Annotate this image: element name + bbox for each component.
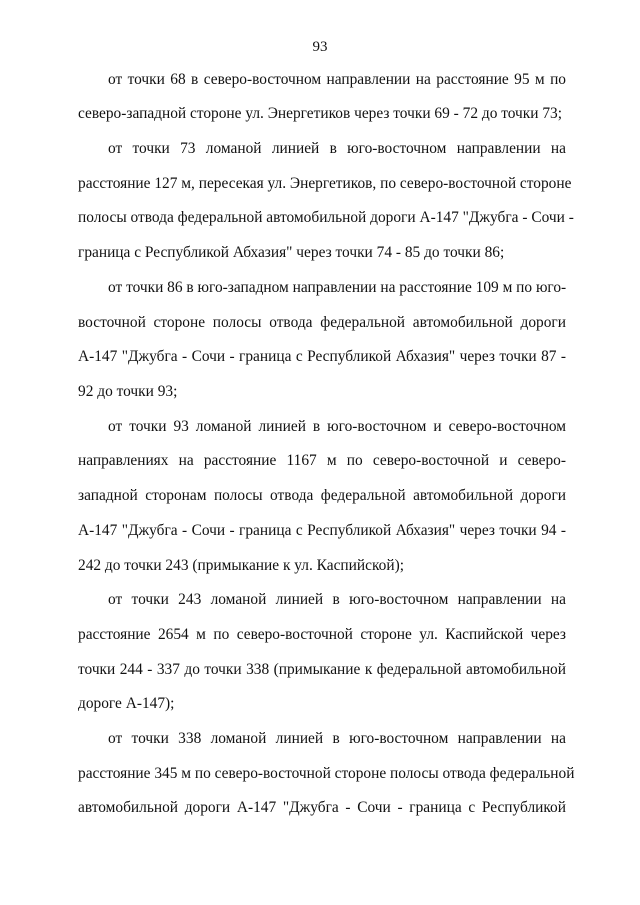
text-line: от точки 68 в северо-восточном направлении на расстояние 95 м по bbox=[108, 71, 566, 88]
page-number: 93 bbox=[312, 39, 328, 55]
text-line: А-147 "Джубга - Сочи - граница с Республикой Абхазия" через точки 87 - bbox=[78, 348, 566, 365]
text-line: расстояние 345 м по северо-восточной стороне полосы отвода федеральной bbox=[78, 765, 575, 782]
text-line: западной сторонам полосы отвода федеральной автомобильной дороги bbox=[78, 487, 566, 504]
text-line: от точки 86 в юго-западном направлении на расстояние 109 м по юго- bbox=[108, 279, 567, 296]
text-line: А-147 "Джубга - Сочи - граница с Республикой Абхазия" через точки 94 - bbox=[78, 522, 566, 539]
text-line: точки 244 - 337 до точки 338 (примыкание к федеральной автомобильной bbox=[78, 661, 566, 678]
text-line: 92 до точки 93; bbox=[78, 383, 178, 400]
text-line: северо-западной стороне ул. Энергетиков через точки 69 - 72 до точки 73; bbox=[78, 105, 563, 122]
text-line: направлениях на расстояние 1167 м по северо-восточной и северо- bbox=[78, 452, 566, 469]
text-line: 242 до точки 243 (примыкание к ул. Каспийской); bbox=[78, 557, 404, 574]
text-line: полосы отвода федеральной автомобильной дороги А-147 "Джубга - Сочи - bbox=[78, 209, 574, 226]
text-line: от точки 338 ломаной линией в юго-восточном направлении на bbox=[108, 730, 566, 747]
text-line: от точки 243 ломаной линией в юго-восточном направлении на bbox=[108, 591, 566, 608]
text-line: дороге А-147); bbox=[78, 695, 175, 712]
text-line: автомобильной дороги А-147 "Джубга - Сочи - граница с Республикой bbox=[78, 799, 566, 816]
text-line: граница с Республикой Абхазия" через точки 74 - 85 до точки 86; bbox=[78, 244, 505, 261]
text-line: от точки 73 ломаной линией в юго-восточном направлении на bbox=[108, 140, 566, 157]
text-line: от точки 93 ломаной линией в юго-восточном и северо-восточном bbox=[108, 418, 566, 435]
text-line: восточной стороне полосы отвода федеральной автомобильной дороги bbox=[78, 314, 566, 331]
text-line: расстояние 2654 м по северо-восточной стороне ул. Каспийской через bbox=[78, 626, 566, 643]
text-line: расстояние 127 м, пересекая ул. Энергетиков, по северо-восточной стороне bbox=[78, 175, 572, 192]
